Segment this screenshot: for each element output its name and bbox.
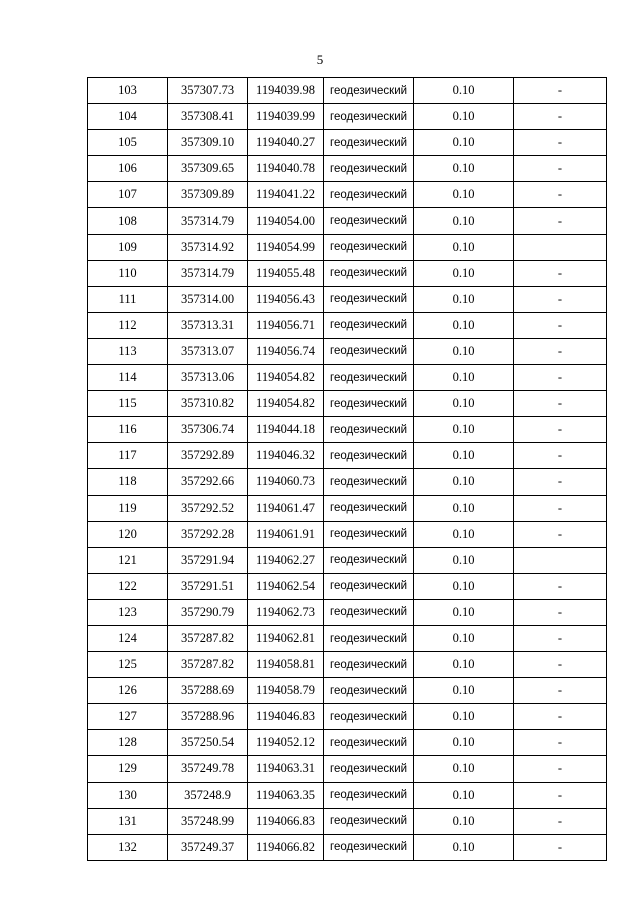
y-coordinate-cell: 1194040.27 [248, 130, 324, 156]
method-cell: геодезический [324, 417, 414, 443]
note-cell: - [514, 599, 607, 625]
point-number-cell: 122 [88, 573, 168, 599]
point-number-cell: 130 [88, 782, 168, 808]
x-coordinate-cell: 357292.28 [168, 521, 248, 547]
table-row [88, 834, 607, 860]
point-number-cell: 103 [88, 78, 168, 104]
x-coordinate-cell: 357313.31 [168, 312, 248, 338]
point-number-cell: 119 [88, 495, 168, 521]
point-number-cell: 132 [88, 834, 168, 860]
table-row [88, 234, 607, 260]
table-row [88, 599, 607, 625]
method-cell: геодезический [324, 730, 414, 756]
note-cell: - [514, 678, 607, 704]
method-cell: геодезический [324, 234, 414, 260]
accuracy-cell: 0.10 [414, 704, 514, 730]
y-coordinate-cell: 1194054.00 [248, 208, 324, 234]
method-cell: геодезический [324, 365, 414, 391]
page-number: 5 [316, 52, 324, 67]
table-row [88, 495, 607, 521]
method-cell: геодезический [324, 704, 414, 730]
method-cell: геодезический [324, 338, 414, 364]
table-row [88, 652, 607, 678]
note-cell: - [514, 182, 607, 208]
table-row [88, 521, 607, 547]
method-cell: геодезический [324, 625, 414, 651]
note-cell: - [514, 495, 607, 521]
method-cell: геодезический [324, 756, 414, 782]
x-coordinate-cell: 357310.82 [168, 391, 248, 417]
y-coordinate-cell: 1194056.43 [248, 286, 324, 312]
note-cell: - [514, 78, 607, 104]
accuracy-cell: 0.10 [414, 260, 514, 286]
point-number-cell: 108 [88, 208, 168, 234]
accuracy-cell: 0.10 [414, 808, 514, 834]
accuracy-cell: 0.10 [414, 782, 514, 808]
table-row [88, 625, 607, 651]
point-number-cell: 109 [88, 234, 168, 260]
note-cell: - [514, 625, 607, 651]
x-coordinate-cell: 357309.10 [168, 130, 248, 156]
point-number-cell: 115 [88, 391, 168, 417]
note-cell: - [514, 521, 607, 547]
method-cell: геодезический [324, 156, 414, 182]
x-coordinate-cell: 357248.99 [168, 808, 248, 834]
point-number-cell: 114 [88, 365, 168, 391]
note-cell: - [514, 469, 607, 495]
method-cell: геодезический [324, 130, 414, 156]
note-cell: - [514, 156, 607, 182]
note-cell [514, 547, 607, 573]
x-coordinate-cell: 357307.73 [168, 78, 248, 104]
accuracy-cell: 0.10 [414, 234, 514, 260]
accuracy-cell: 0.10 [414, 365, 514, 391]
table-row [88, 443, 607, 469]
accuracy-cell: 0.10 [414, 756, 514, 782]
point-number-cell: 104 [88, 104, 168, 130]
method-cell: геодезический [324, 573, 414, 599]
note-cell: - [514, 260, 607, 286]
coordinates-table-body [88, 78, 607, 861]
accuracy-cell: 0.10 [414, 573, 514, 599]
point-number-cell: 123 [88, 599, 168, 625]
x-coordinate-cell: 357309.89 [168, 182, 248, 208]
method-cell: геодезический [324, 391, 414, 417]
method-cell: геодезический [324, 678, 414, 704]
accuracy-cell: 0.10 [414, 130, 514, 156]
x-coordinate-cell: 357314.92 [168, 234, 248, 260]
x-coordinate-cell: 357248.9 [168, 782, 248, 808]
note-cell: - [514, 286, 607, 312]
table-row [88, 208, 607, 234]
accuracy-cell: 0.10 [414, 730, 514, 756]
table-row [88, 704, 607, 730]
x-coordinate-cell: 357288.96 [168, 704, 248, 730]
method-cell: геодезический [324, 782, 414, 808]
method-cell: геодезический [324, 495, 414, 521]
note-cell: - [514, 104, 607, 130]
note-cell: - [514, 365, 607, 391]
y-coordinate-cell: 1194062.54 [248, 573, 324, 599]
x-coordinate-cell: 357291.94 [168, 547, 248, 573]
y-coordinate-cell: 1194061.47 [248, 495, 324, 521]
accuracy-cell: 0.10 [414, 834, 514, 860]
point-number-cell: 131 [88, 808, 168, 834]
x-coordinate-cell: 357290.79 [168, 599, 248, 625]
point-number-cell: 118 [88, 469, 168, 495]
accuracy-cell: 0.10 [414, 652, 514, 678]
table-row [88, 286, 607, 312]
method-cell: геодезический [324, 469, 414, 495]
x-coordinate-cell: 357314.00 [168, 286, 248, 312]
y-coordinate-cell: 1194060.73 [248, 469, 324, 495]
table-row [88, 730, 607, 756]
y-coordinate-cell: 1194052.12 [248, 730, 324, 756]
accuracy-cell: 0.10 [414, 156, 514, 182]
x-coordinate-cell: 357308.41 [168, 104, 248, 130]
table-row [88, 156, 607, 182]
y-coordinate-cell: 1194061.91 [248, 521, 324, 547]
point-number-cell: 106 [88, 156, 168, 182]
accuracy-cell: 0.10 [414, 495, 514, 521]
y-coordinate-cell: 1194039.98 [248, 78, 324, 104]
method-cell: геодезический [324, 443, 414, 469]
note-cell: - [514, 312, 607, 338]
point-number-cell: 127 [88, 704, 168, 730]
x-coordinate-cell: 357313.07 [168, 338, 248, 364]
accuracy-cell: 0.10 [414, 78, 514, 104]
y-coordinate-cell: 1194063.35 [248, 782, 324, 808]
y-coordinate-cell: 1194040.78 [248, 156, 324, 182]
table-row [88, 547, 607, 573]
accuracy-cell: 0.10 [414, 417, 514, 443]
y-coordinate-cell: 1194058.79 [248, 678, 324, 704]
x-coordinate-cell: 357292.89 [168, 443, 248, 469]
table-row [88, 756, 607, 782]
table-row [88, 312, 607, 338]
table-row [88, 182, 607, 208]
accuracy-cell: 0.10 [414, 625, 514, 651]
accuracy-cell: 0.10 [414, 678, 514, 704]
y-coordinate-cell: 1194063.31 [248, 756, 324, 782]
point-number-cell: 112 [88, 312, 168, 338]
method-cell: геодезический [324, 78, 414, 104]
accuracy-cell: 0.10 [414, 391, 514, 417]
note-cell: - [514, 338, 607, 364]
note-cell: - [514, 730, 607, 756]
table-row [88, 678, 607, 704]
x-coordinate-cell: 357287.82 [168, 652, 248, 678]
note-cell: - [514, 704, 607, 730]
x-coordinate-cell: 357306.74 [168, 417, 248, 443]
y-coordinate-cell: 1194054.82 [248, 365, 324, 391]
y-coordinate-cell: 1194066.82 [248, 834, 324, 860]
y-coordinate-cell: 1194041.22 [248, 182, 324, 208]
y-coordinate-cell: 1194055.48 [248, 260, 324, 286]
accuracy-cell: 0.10 [414, 521, 514, 547]
method-cell: геодезический [324, 834, 414, 860]
note-cell: - [514, 573, 607, 599]
accuracy-cell: 0.10 [414, 443, 514, 469]
x-coordinate-cell: 357309.65 [168, 156, 248, 182]
method-cell: геодезический [324, 547, 414, 573]
accuracy-cell: 0.10 [414, 599, 514, 625]
note-cell [514, 234, 607, 260]
method-cell: геодезический [324, 260, 414, 286]
y-coordinate-cell: 1194062.81 [248, 625, 324, 651]
accuracy-cell: 0.10 [414, 547, 514, 573]
accuracy-cell: 0.10 [414, 286, 514, 312]
y-coordinate-cell: 1194056.74 [248, 338, 324, 364]
method-cell: геодезический [324, 208, 414, 234]
y-coordinate-cell: 1194046.83 [248, 704, 324, 730]
point-number-cell: 121 [88, 547, 168, 573]
point-number-cell: 110 [88, 260, 168, 286]
table-row [88, 782, 607, 808]
note-cell: - [514, 834, 607, 860]
point-number-cell: 113 [88, 338, 168, 364]
table-row [88, 391, 607, 417]
y-coordinate-cell: 1194054.99 [248, 234, 324, 260]
accuracy-cell: 0.10 [414, 469, 514, 495]
note-cell: - [514, 443, 607, 469]
table-row [88, 260, 607, 286]
point-number-cell: 128 [88, 730, 168, 756]
method-cell: геодезический [324, 312, 414, 338]
point-number-cell: 116 [88, 417, 168, 443]
y-coordinate-cell: 1194056.71 [248, 312, 324, 338]
accuracy-cell: 0.10 [414, 312, 514, 338]
method-cell: геодезический [324, 808, 414, 834]
point-number-cell: 111 [88, 286, 168, 312]
note-cell: - [514, 652, 607, 678]
note-cell: - [514, 756, 607, 782]
accuracy-cell: 0.10 [414, 104, 514, 130]
note-cell: - [514, 130, 607, 156]
accuracy-cell: 0.10 [414, 208, 514, 234]
table-row [88, 469, 607, 495]
table-row [88, 365, 607, 391]
method-cell: геодезический [324, 652, 414, 678]
point-number-cell: 120 [88, 521, 168, 547]
x-coordinate-cell: 357250.54 [168, 730, 248, 756]
note-cell: - [514, 208, 607, 234]
y-coordinate-cell: 1194062.73 [248, 599, 324, 625]
point-number-cell: 117 [88, 443, 168, 469]
table-row [88, 417, 607, 443]
x-coordinate-cell: 357287.82 [168, 625, 248, 651]
y-coordinate-cell: 1194062.27 [248, 547, 324, 573]
x-coordinate-cell: 357292.52 [168, 495, 248, 521]
point-number-cell: 124 [88, 625, 168, 651]
point-number-cell: 129 [88, 756, 168, 782]
accuracy-cell: 0.10 [414, 182, 514, 208]
table-row [88, 130, 607, 156]
table-row [88, 104, 607, 130]
table-row [88, 78, 607, 104]
accuracy-cell: 0.10 [414, 338, 514, 364]
note-cell: - [514, 782, 607, 808]
table-row [88, 573, 607, 599]
y-coordinate-cell: 1194044.18 [248, 417, 324, 443]
x-coordinate-cell: 357249.37 [168, 834, 248, 860]
y-coordinate-cell: 1194054.82 [248, 391, 324, 417]
coordinates-table [87, 77, 607, 861]
x-coordinate-cell: 357314.79 [168, 208, 248, 234]
method-cell: геодезический [324, 182, 414, 208]
x-coordinate-cell: 357291.51 [168, 573, 248, 599]
method-cell: геодезический [324, 599, 414, 625]
method-cell: геодезический [324, 286, 414, 312]
x-coordinate-cell: 357314.79 [168, 260, 248, 286]
x-coordinate-cell: 357288.69 [168, 678, 248, 704]
x-coordinate-cell: 357249.78 [168, 756, 248, 782]
method-cell: геодезический [324, 104, 414, 130]
point-number-cell: 125 [88, 652, 168, 678]
note-cell: - [514, 808, 607, 834]
x-coordinate-cell: 357313.06 [168, 365, 248, 391]
y-coordinate-cell: 1194039.99 [248, 104, 324, 130]
method-cell: геодезический [324, 521, 414, 547]
note-cell: - [514, 391, 607, 417]
note-cell: - [514, 417, 607, 443]
y-coordinate-cell: 1194058.81 [248, 652, 324, 678]
point-number-cell: 107 [88, 182, 168, 208]
table-row [88, 808, 607, 834]
y-coordinate-cell: 1194046.32 [248, 443, 324, 469]
point-number-cell: 105 [88, 130, 168, 156]
point-number-cell: 126 [88, 678, 168, 704]
x-coordinate-cell: 357292.66 [168, 469, 248, 495]
table-row [88, 338, 607, 364]
y-coordinate-cell: 1194066.83 [248, 808, 324, 834]
